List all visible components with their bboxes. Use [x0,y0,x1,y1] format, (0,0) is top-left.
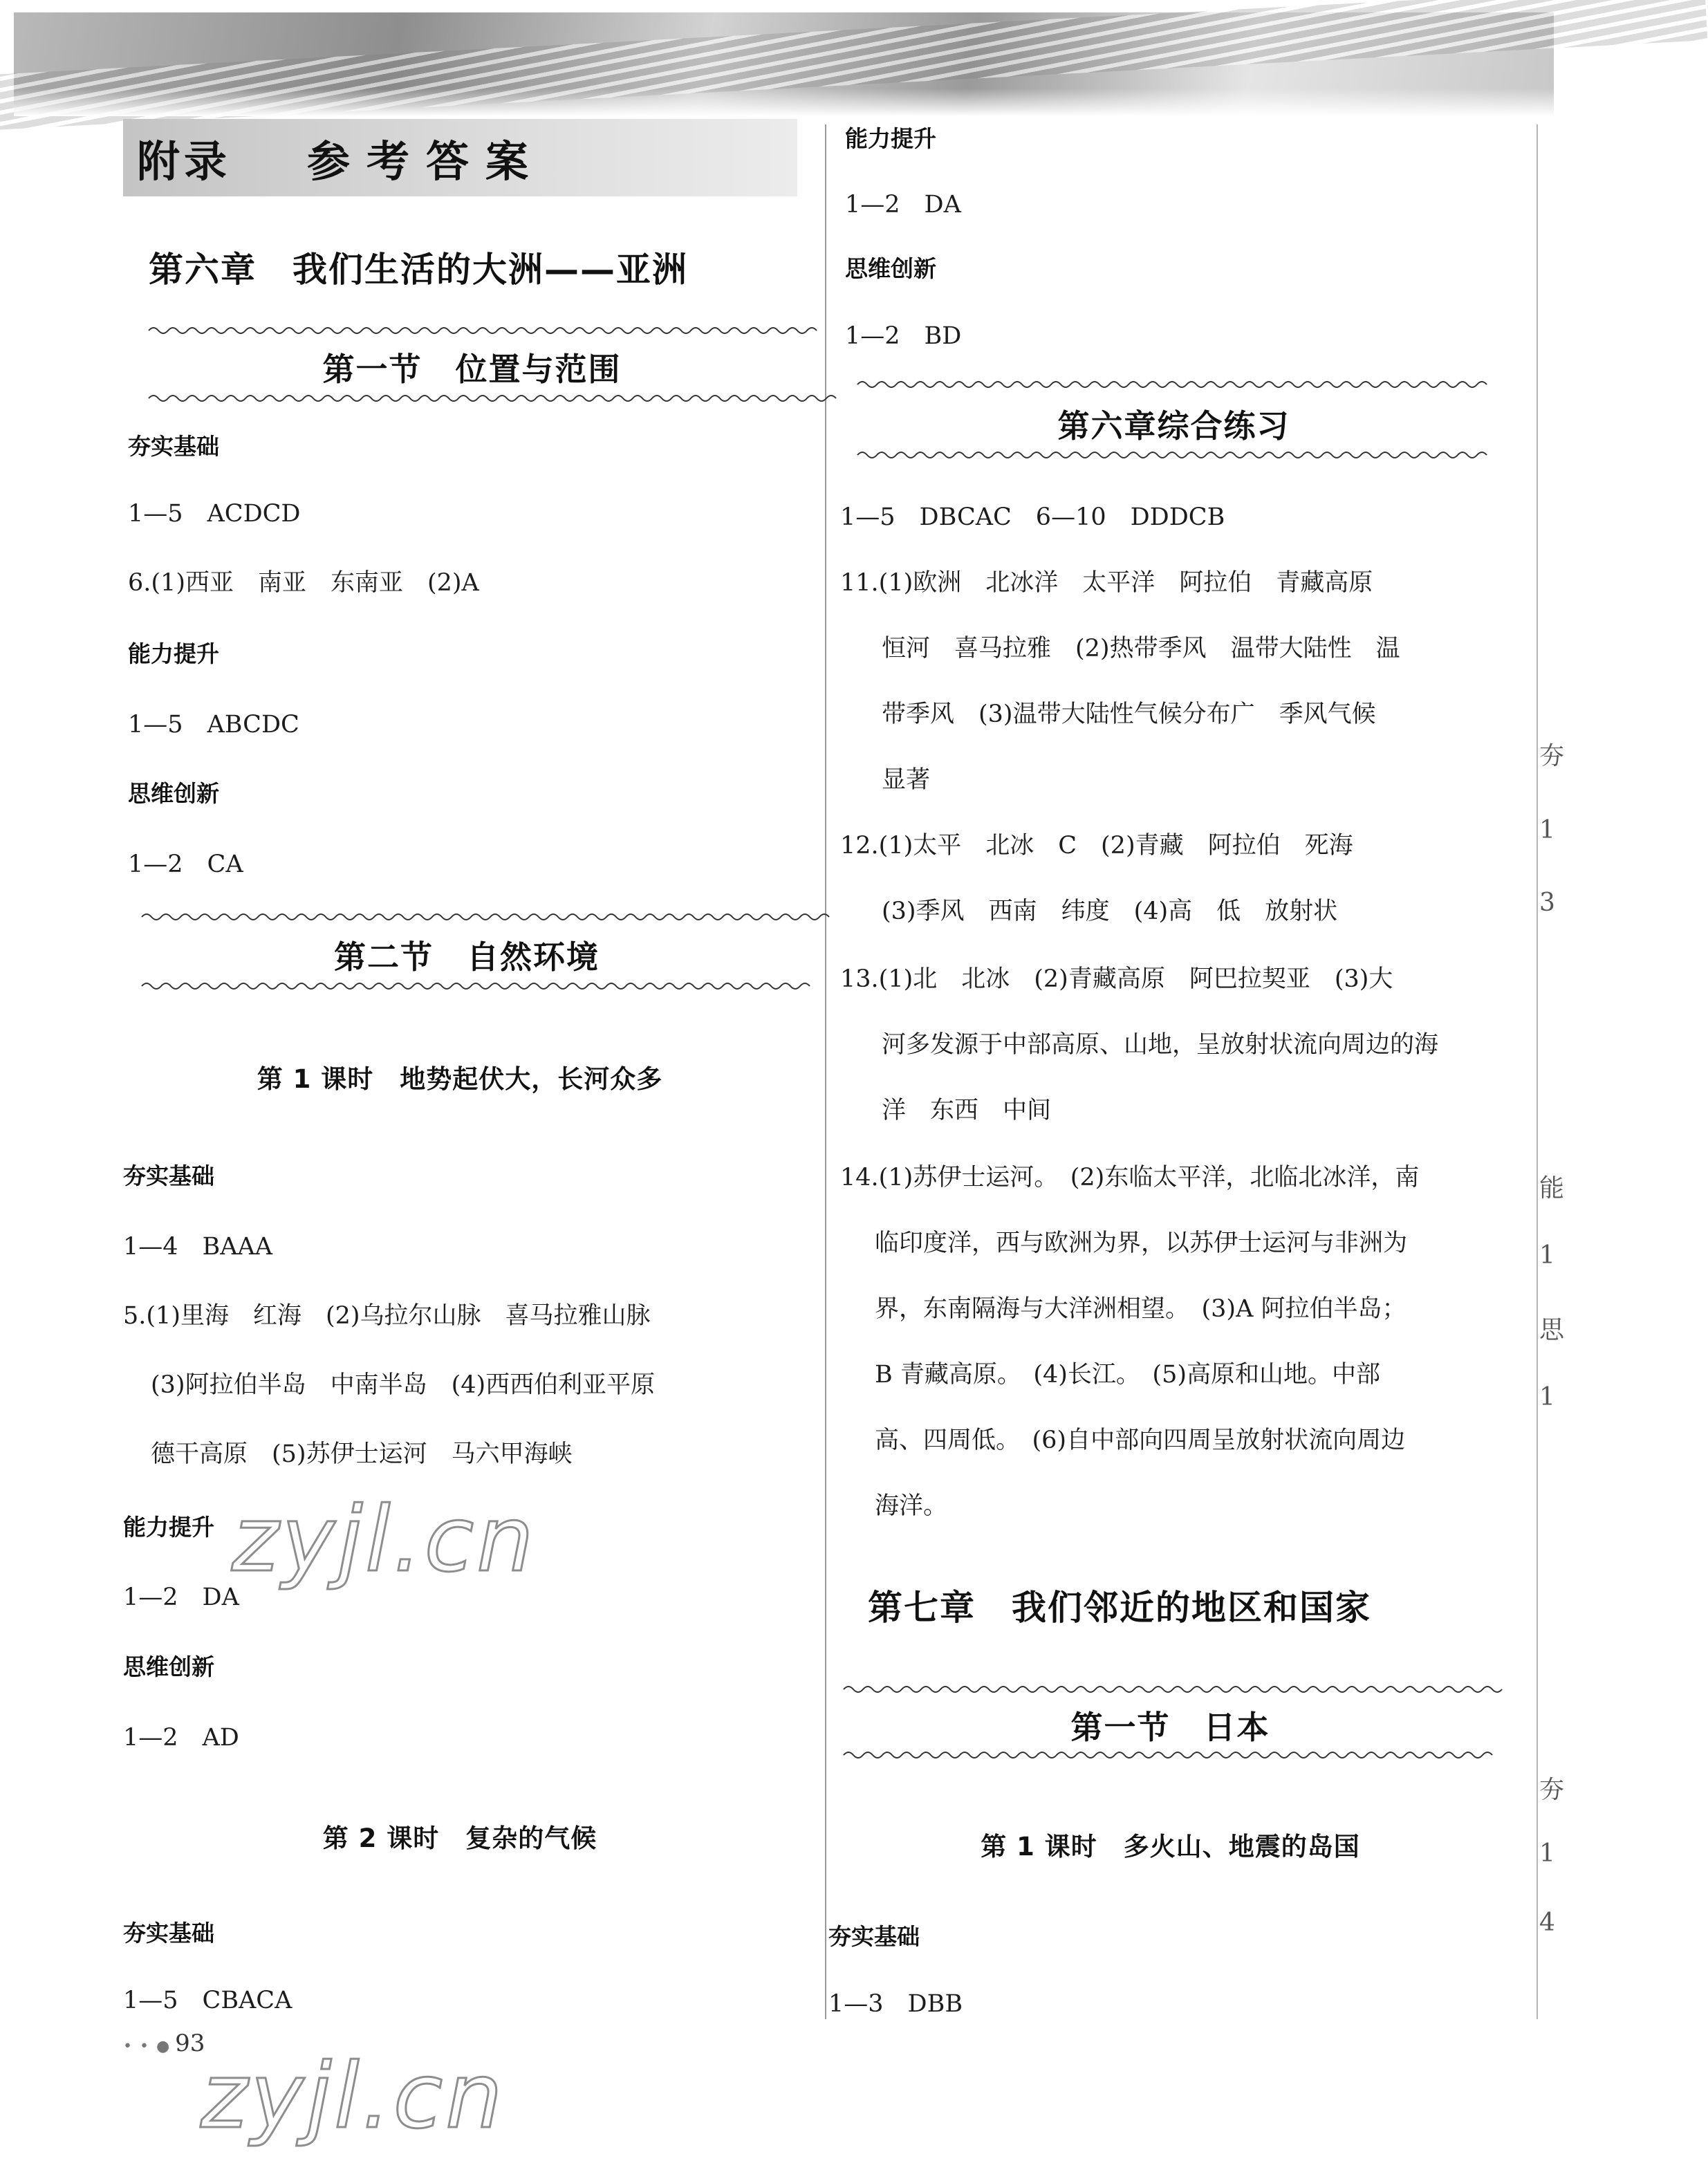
answer-line: 显著 [882,766,931,794]
answer-line: 恒河 喜马拉雅 (2)热带季风 温带大陆性 温 [882,635,1400,662]
watermark: zyjl.cn [232,1487,537,1592]
answer-line: 1—3 DBB [828,1990,963,2018]
answer-line: 1—2 CA [128,851,243,878]
answer-line: 6.(1)西亚 南亚 东南亚 (2)A [128,569,479,597]
answer-line: 德干高原 (5)苏伊士运河 马六甲海峡 [151,1440,573,1468]
edge-fragment: 1 [1539,1383,1555,1411]
section-2-title: 第二节 自然环境 [334,938,600,976]
wave-divider [142,911,792,922]
answer-line: 海洋。 [875,1492,948,1520]
subheading: 夯实基础 [123,1162,214,1189]
answer-line: 1—2 DA [123,1584,239,1611]
subheading: 夯实基础 [123,1920,214,1947]
answer-line: 河多发源于中部高原、山地，呈放射状流向周边的海 [882,1031,1439,1059]
chapter-7-section-1-title: 第一节 日本 [1070,1709,1270,1746]
subheading: 思维创新 [845,255,936,282]
answer-line: (3)季风 西南 纬度 (4)高 低 放射状 [882,898,1338,925]
wave-divider [142,981,792,992]
appendix-title-bar [123,119,797,196]
answer-line: 1—5 DBCAC 6—10 DDDCB [840,503,1225,531]
answer-line: B 青藏高原。 (4)长江。 (5)高原和山地。中部 [875,1361,1381,1389]
answer-line: 带季风 (3)温带大陆性气候分布广 季风气候 [882,700,1376,728]
chapter-6-title: 第六章 我们生活的大洲——亚洲 [149,250,688,290]
answer-line: 洋 东西 中间 [882,1097,1052,1124]
edge-fragment: 1 [1539,1241,1555,1270]
answer-line: 1—5 CBACA [123,1987,293,2014]
answer-line: 1—5 ABCDC [128,711,299,739]
answer-line: 1—5 ACDCD [128,500,301,528]
subheading: 思维创新 [123,1653,214,1680]
wave-divider [844,1684,1497,1695]
answer-line: 界，东南隔海与大洋洲相望。 (3)A 阿拉伯半岛； [875,1295,1407,1323]
edge-fragment: 能 [1539,1174,1565,1203]
answer-line: 1—2 BD [845,322,962,350]
chapter-7-title: 第七章 我们邻近的地区和国家 [868,1588,1371,1628]
answer-line: (3)阿拉伯半岛 中南半岛 (4)西西伯利亚平原 [151,1371,656,1399]
lesson-1-title: 第 1 课时 地势起伏大，长河众多 [257,1064,663,1094]
edge-fragment: 夯 [1539,1776,1565,1804]
answer-line: 高、四周低。 (6)自中部向四周呈放射状流向周边 [875,1427,1406,1454]
answer-line: 13.(1)北 北冰 (2)青藏高原 阿巴拉契亚 (3)大 [840,965,1393,993]
answer-line: 临印度洋，西与欧洲为界，以苏伊士运河与非洲为 [875,1229,1408,1257]
column-divider [825,124,826,2019]
watermark: zyjl.cn [201,2043,505,2148]
edge-fragment: 3 [1539,889,1555,917]
wave-divider [844,1749,1497,1761]
wave-divider [149,393,795,404]
answer-line: 11.(1)欧洲 北冰洋 太平洋 阿拉伯 青藏高原 [840,569,1373,597]
lesson-2-title: 第 2 课时 复杂的气候 [322,1823,597,1853]
wave-divider [857,449,1490,461]
appendix-label: 附录 [137,136,232,187]
edge-column-divider [1537,124,1538,2019]
subheading: 能力提升 [845,125,936,152]
subheading: 能力提升 [128,640,219,667]
answers-label: 参考答案 [307,136,546,187]
chapter-6-practice-title: 第六章综合练习 [1057,407,1290,445]
header-banner [14,12,1554,116]
section-1-title: 第一节 位置与范围 [322,351,622,388]
subheading: 夯实基础 [128,433,219,460]
subheading: 能力提升 [123,1514,214,1541]
edge-fragment: 夯 [1539,742,1565,770]
subheading: 夯实基础 [828,1923,920,1950]
wave-divider [149,325,795,336]
chapter-7-lesson-1-title: 第 1 课时 多火山、地震的岛国 [981,1832,1360,1862]
answer-line: 1—4 BAAA [123,1233,273,1261]
answer-line: 12.(1)太平 北冰 C (2)青藏 阿拉伯 死海 [840,832,1353,860]
subheading: 思维创新 [128,780,219,807]
page-dots-icon: • • ● [123,2038,171,2055]
edge-fragment: 4 [1539,1909,1555,1937]
answer-line: 1—2 DA [845,191,961,219]
answer-line: 14.(1)苏伊士运河。 (2)东临太平洋，北临北冰洋，南 [840,1164,1420,1191]
edge-fragment: 1 [1539,816,1555,844]
edge-fragment: 1 [1539,1839,1555,1868]
answer-line: 5.(1)里海 红海 (2)乌拉尔山脉 喜马拉雅山脉 [123,1302,651,1330]
page-number-value: 93 [175,2030,205,2057]
answer-line: 1—2 AD [123,1724,239,1752]
page-number [123,2030,205,2057]
edge-fragment: 思 [1539,1316,1565,1344]
wave-divider [857,379,1490,390]
